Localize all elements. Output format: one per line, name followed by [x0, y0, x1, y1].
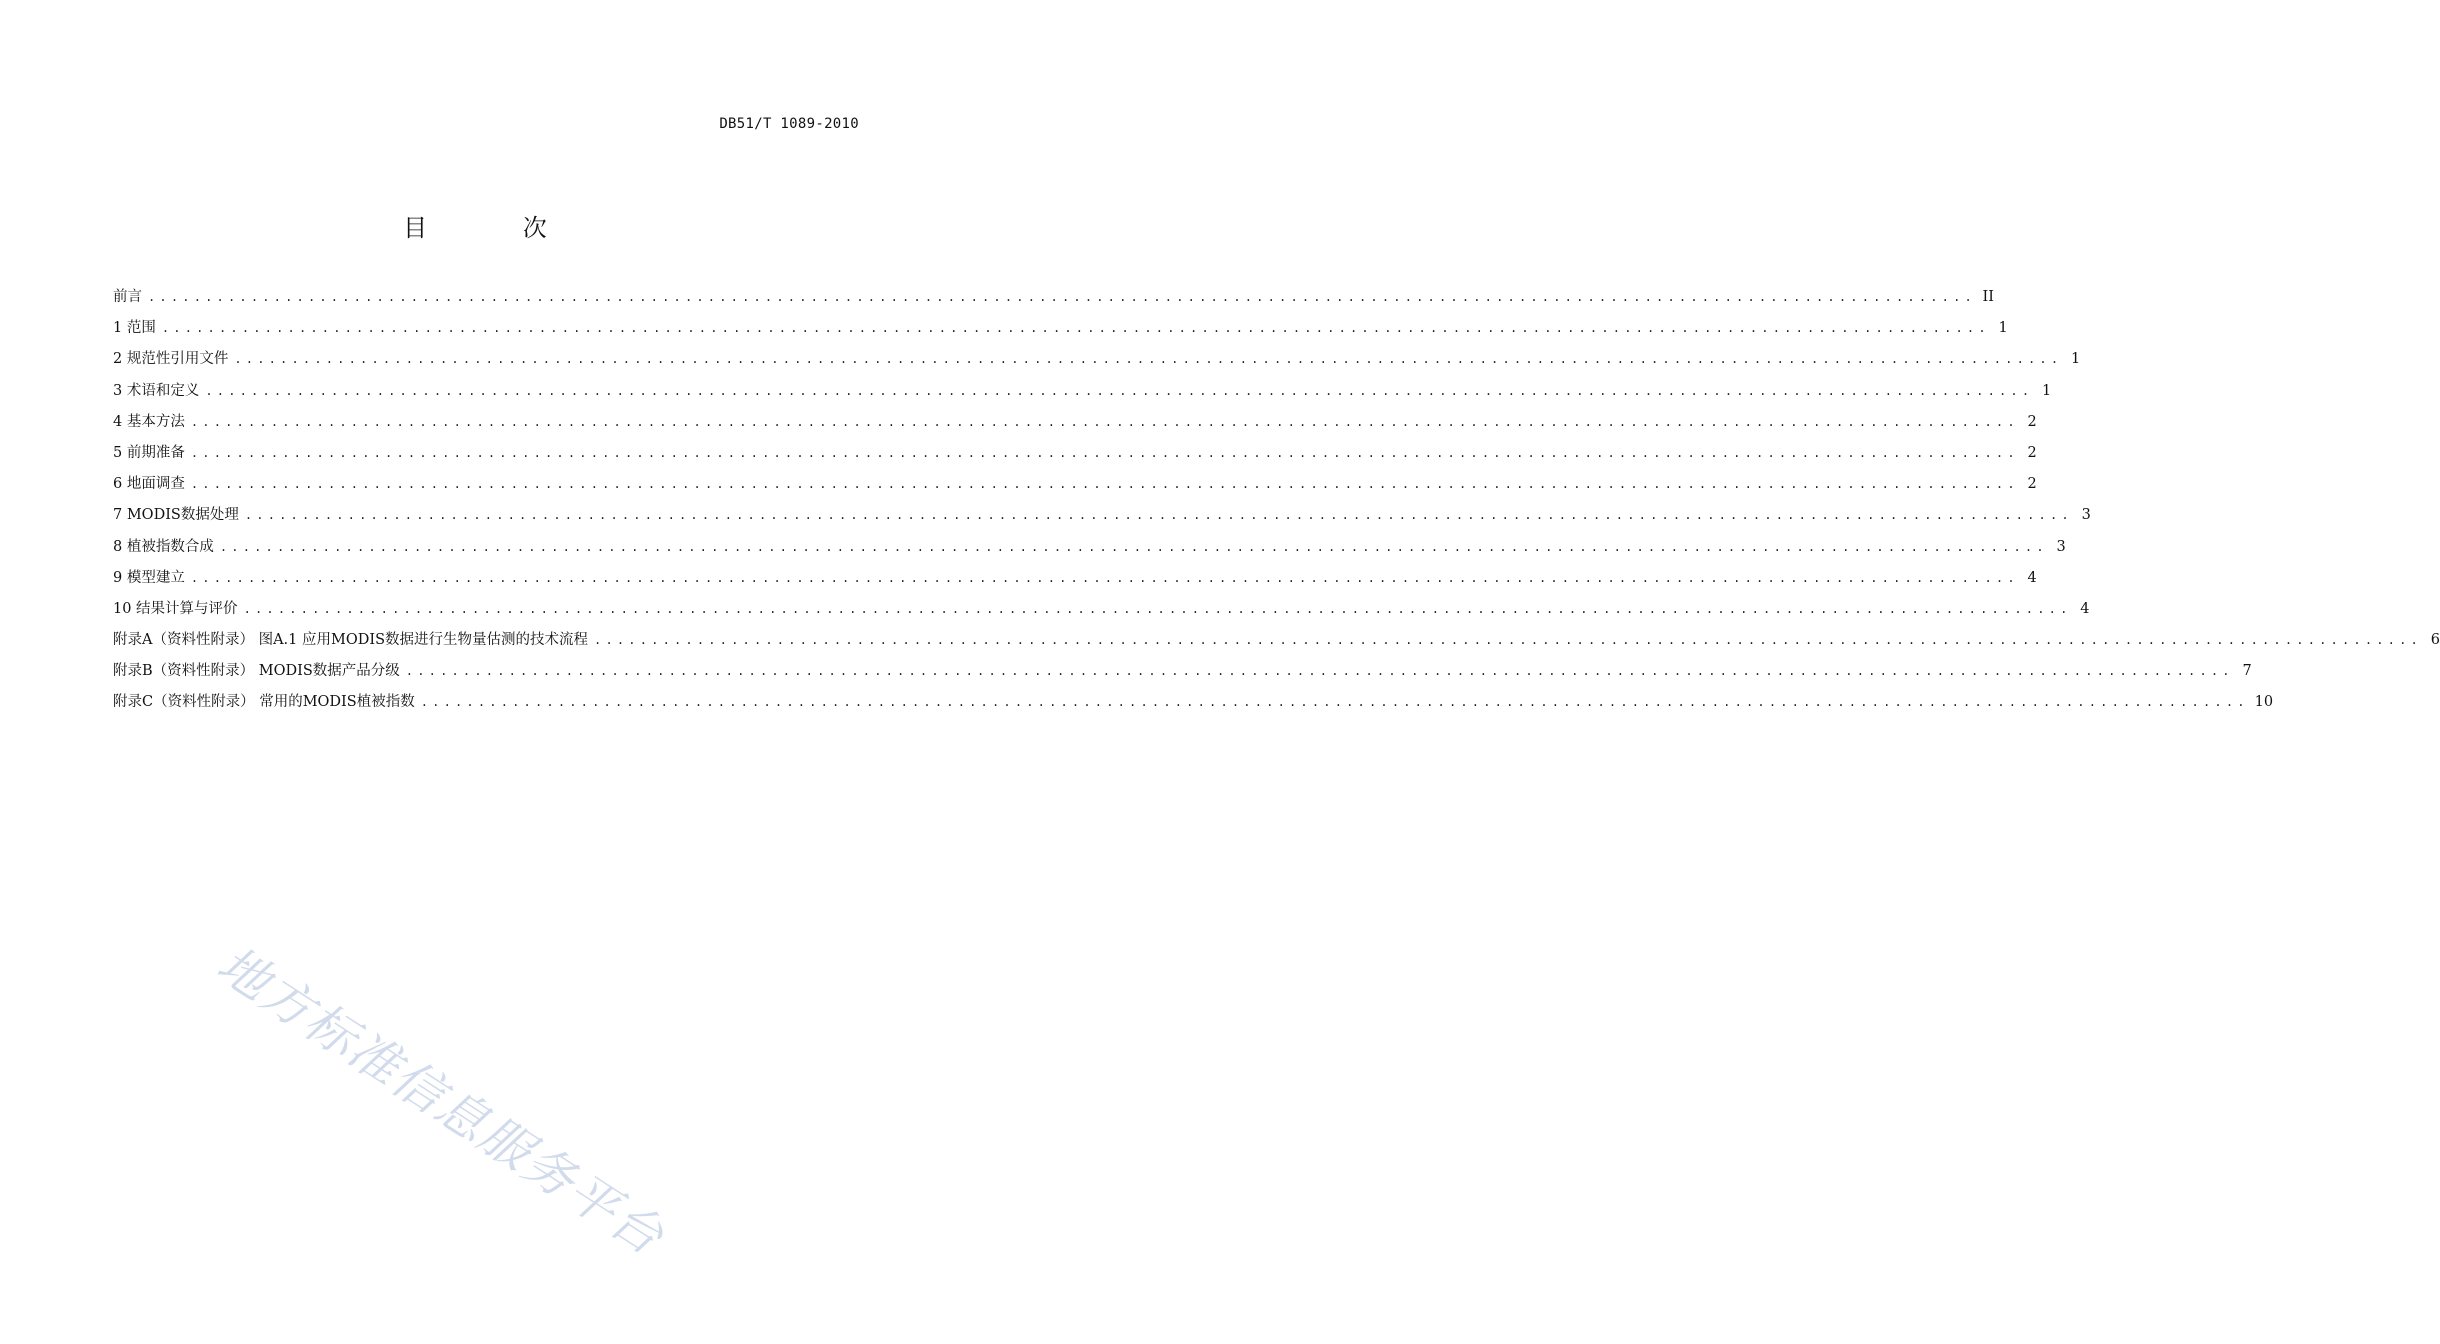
- toc-entry-label: 附录A（资料性附录） 图A.1 应用MODIS数据进行生物量估测的技术流程: [113, 632, 589, 649]
- toc-entry[interactable]: [113, 503, 2091, 534]
- toc-entry[interactable]: [113, 379, 2052, 410]
- toc-entry[interactable]: [113, 628, 2440, 659]
- toc-entry-label: 附录B（资料性附录） MODIS数据产品分级: [113, 663, 400, 680]
- toc-entry-label: 10 结果计算与评价: [113, 600, 238, 617]
- toc-leader-dots: ................................................................................................................................................................: [190, 477, 2019, 492]
- toc-entry[interactable]: [113, 566, 2037, 597]
- watermark: 地方标准信息服务平台: [207, 935, 675, 1267]
- toc-leader-dots: ................................................................................................................................................................: [148, 290, 1976, 304]
- toc-entry-label: 3 术语和定义: [113, 382, 200, 399]
- toc-entry-page: 3: [2081, 507, 2091, 524]
- toc-entry[interactable]: [113, 347, 2081, 378]
- toc-entry-page: 2: [2027, 476, 2037, 493]
- toc-entry-label: 7 MODIS数据处理: [113, 507, 239, 524]
- toc-leader-dots: ................................................................................................................................................................: [205, 383, 2034, 398]
- toc-leader-dots: ................................................................................................................................................................: [420, 695, 2249, 710]
- document-code: DB51/T 1089-2010: [719, 116, 859, 132]
- toc-entry[interactable]: [113, 472, 2037, 503]
- toc-entry-label: 9 模型建立: [113, 569, 185, 586]
- toc-entry-page: 4: [2080, 600, 2090, 617]
- table-of-contents: [113, 285, 2440, 722]
- toc-entry-page: 4: [2027, 569, 2037, 586]
- toc-entry-page: 6: [2430, 632, 2440, 649]
- toc-entry-label: 附录C（资料性附录） 常用的MODIS植被指数: [113, 694, 415, 711]
- page-title: 目 次: [403, 214, 591, 242]
- toc-entry-label: 前言: [113, 289, 142, 305]
- toc-entry-label: 6 地面调查: [113, 476, 185, 493]
- toc-entry-label: 1 范围: [113, 320, 156, 337]
- toc-entry-page: 2: [2027, 444, 2037, 461]
- toc-entry-label: 4 基本方法: [113, 413, 185, 430]
- toc-leader-dots: ................................................................................................................................................................: [244, 508, 2073, 523]
- toc-leader-dots: ................................................................................................................................................................: [405, 664, 2234, 679]
- toc-leader-dots: ................................................................................................................................................................: [190, 570, 2019, 585]
- toc-leader-dots: ................................................................................................................................................................: [190, 445, 2019, 460]
- toc-leader-dots: ................................................................................................................................................................: [234, 352, 2063, 367]
- toc-entry-label: 8 植被指数合成: [113, 538, 214, 555]
- toc-leader-dots: ................................................................................................................................................................: [219, 539, 2048, 554]
- toc-entry[interactable]: [113, 690, 2274, 721]
- toc-entry-page: 3: [2056, 538, 2066, 555]
- toc-entry[interactable]: [113, 285, 1994, 316]
- toc-entry[interactable]: [113, 535, 2066, 566]
- toc-entry[interactable]: [113, 316, 2008, 347]
- toc-entry[interactable]: [113, 410, 2037, 441]
- toc-entry-label: 2 规范性引用文件: [113, 351, 229, 368]
- toc-leader-dots: ................................................................................................................................................................: [243, 601, 2072, 616]
- toc-entry[interactable]: [113, 441, 2037, 472]
- toc-entry-page: 10: [2254, 694, 2274, 711]
- toc-leader-dots: ................................................................................................................................................................: [594, 633, 2422, 648]
- toc-entry[interactable]: [113, 597, 2090, 628]
- toc-entry-page: 7: [2242, 663, 2252, 680]
- toc-leader-dots: ................................................................................................................................................................: [190, 414, 2019, 429]
- toc-entry-page: 1: [2042, 382, 2052, 399]
- toc-entry-page: 1: [1998, 320, 2008, 337]
- toc-entry-label: 5 前期准备: [113, 444, 185, 461]
- toc-entry[interactable]: [113, 659, 2252, 690]
- toc-leader-dots: ................................................................................................................................................................: [161, 321, 1990, 336]
- toc-entry-page: 2: [2027, 413, 2037, 430]
- toc-entry-page: II: [1982, 289, 1994, 305]
- toc-entry-page: 1: [2071, 351, 2081, 368]
